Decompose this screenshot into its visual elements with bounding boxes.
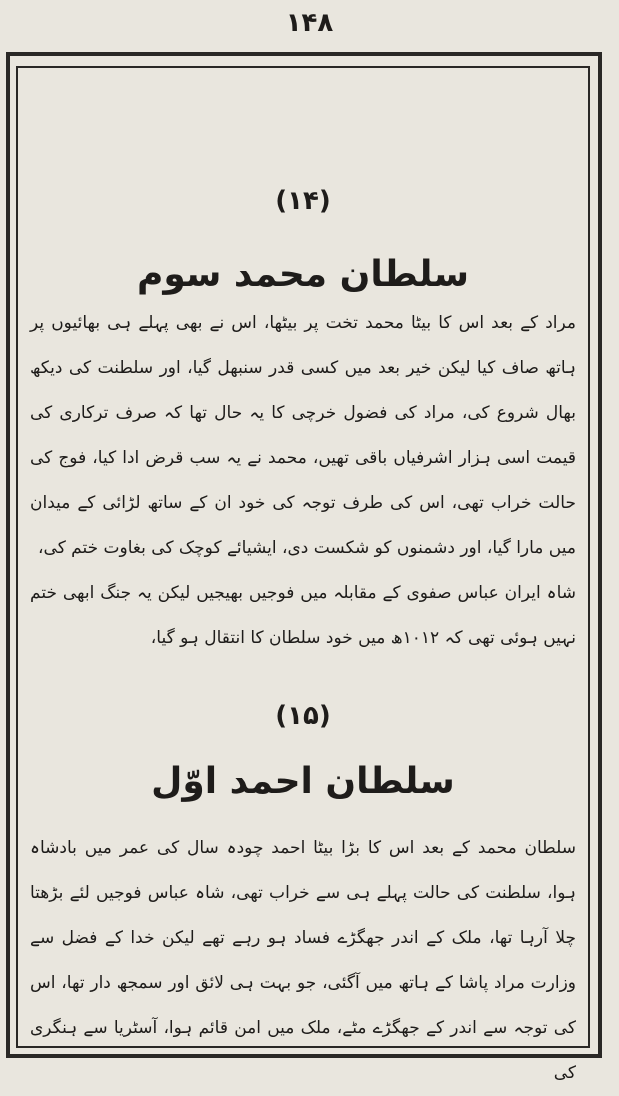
section-title: سلطان احمد اوّل	[151, 760, 455, 802]
section-number: (۱۵)	[275, 700, 331, 731]
paragraph: مراد کے بعد اس کا بیٹا محمد تخت پر بیٹھا، اس نے بھی پہلے ہی بھائیوں پر ہاتھ صاف کیا لیکن خیر بعد میں کسی قدر سنبھل گیا، اور سلطنت کی دیکھ بھال شروع کی، مراد کی فضول خرچی کا یہ حال تھا کہ صرف ترکاری کی قیمت اسی ہزار اشرفیاں باقی تھیں، محمد نے یہ سب قرض ادا کیا، فوج کی حالت خراب تھی، اس کی طرف توجہ کی خود ان کے ساتھ لڑائی کے میدان میں مارا گیا، اور دشمنوں کو شکست دی، ایشیائے کوچک کی بغاوت ختم کی،	[30, 312, 576, 558]
page-body	[30, 80, 576, 1083]
page-number: ۱۴۸	[285, 8, 334, 38]
paragraph: سلطان محمد کے بعد اس کا بڑا بیٹا احمد چودہ سال کی عمر میں بادشاہ ہوا، سلطنت کی حالت پہلے ہی سے خراب تھی، شاہ عباس فوجیں لئے بڑھتا چلا آرہا تھا، ملک کے اندر جھگڑے فساد ہو رہے تھے لیکن خدا کے فضل سے وزارت مراد پاشا کے ہاتھ میں آگئی، جو بہت ہی لائق اور سمجھ دار تھا، اس کی توجہ سے اندر کے جھگڑے مٹے، ملک میں امن قائم ہوا، آسٹریا سے ہنگری کی	[30, 837, 576, 1083]
paragraph: شاہ ایران عباس صفوی کے مقابلہ میں فوجیں بھیجیں لیکن یہ جنگ ابھی ختم نہیں ہوئی تھی کہ ۱۰۱۲ھ میں خود سلطان کا انتقال ہو گیا،	[30, 582, 576, 648]
section-number: (۱۴)	[275, 186, 331, 216]
section-title: سلطان محمد سوم	[137, 254, 469, 295]
